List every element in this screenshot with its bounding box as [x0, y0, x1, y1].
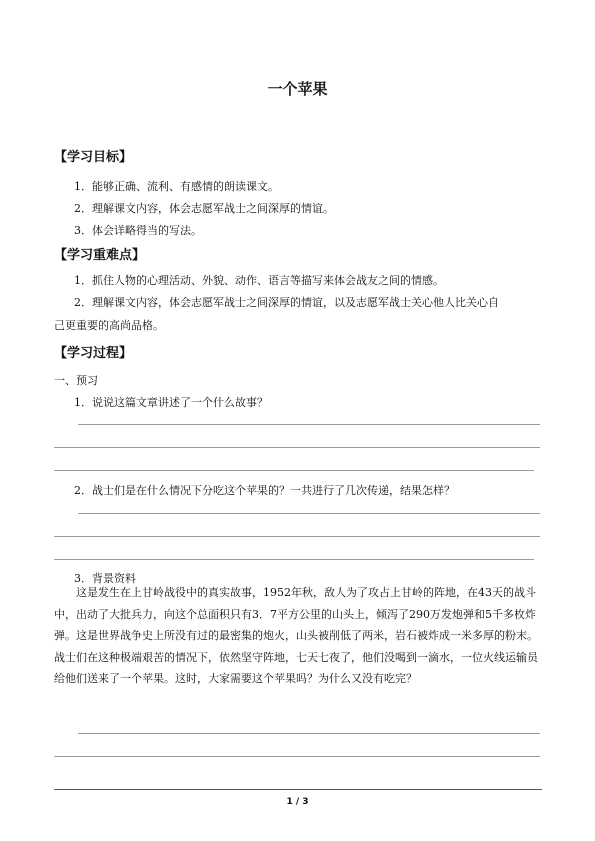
question-2: 2．战士们是在什么情况下分吃这个苹果的？一共进行了几次传递，结果怎样？	[74, 484, 455, 497]
answer-line[interactable]	[54, 756, 540, 757]
goal-item: 2．理解课文内容，体会志愿军战士之间深厚的情谊。	[74, 202, 334, 215]
question-3: 3．背景资料	[74, 572, 136, 585]
section-heading-key-points: 【学习重难点】	[54, 248, 146, 263]
answer-line[interactable]	[78, 733, 540, 734]
answer-line[interactable]	[78, 424, 540, 425]
footer-divider	[54, 789, 542, 790]
answer-line[interactable]	[54, 536, 540, 537]
key-point-item: 2．理解课文内容，体会志愿军战士之间深厚的情谊，以及志愿军战士关心他人比关心自	[74, 296, 499, 309]
part-label-preview: 一、预习	[54, 374, 98, 387]
goal-item: 1．能够正确、流利、有感情的朗读课文。	[74, 180, 279, 193]
answer-line[interactable]	[78, 513, 540, 514]
answer-line[interactable]	[54, 559, 534, 560]
answer-line[interactable]	[54, 447, 540, 448]
key-point-item-continued: 己更重要的高尚品格。	[54, 319, 164, 332]
section-heading-goals: 【学习目标】	[54, 150, 133, 165]
question-1: 1．说说这篇文章讲述了一个什么故事？	[74, 396, 268, 409]
section-heading-process: 【学习过程】	[54, 346, 133, 361]
answer-line[interactable]	[54, 470, 534, 471]
goal-item: 3．体会详略得当的写法。	[74, 224, 202, 237]
key-point-item: 1．抓住人物的心理活动、外貌、动作、语言等描写来体会战友之间的情感。	[74, 274, 444, 287]
background-paragraph	[54, 582, 542, 690]
page-title: 一个苹果	[267, 80, 328, 98]
background-text: 这是发生在上甘岭战役中的真实故事，1952年秋，敌人为了攻占上甘岭的阵地，在43天的战斗中，出动了大批兵力，向这个总面积只有3．7平方公里的山头上，倾泻了290万发炮弹和5千多枚炸弹。这是世界战争史上所没有过的最密集的炮火，山头被削低了两米，岩石被炸成一米多厚的粉末。战士们在这种极端艰苦的情况下，依然坚守阵地，七天七夜了，他们没喝到一滴水，一位火线运输员给他们送来了一个苹果。这时，大家需要这个苹果吗？为什么又没有吃完？	[54, 586, 538, 685]
page-number: 1 / 3	[286, 797, 309, 807]
